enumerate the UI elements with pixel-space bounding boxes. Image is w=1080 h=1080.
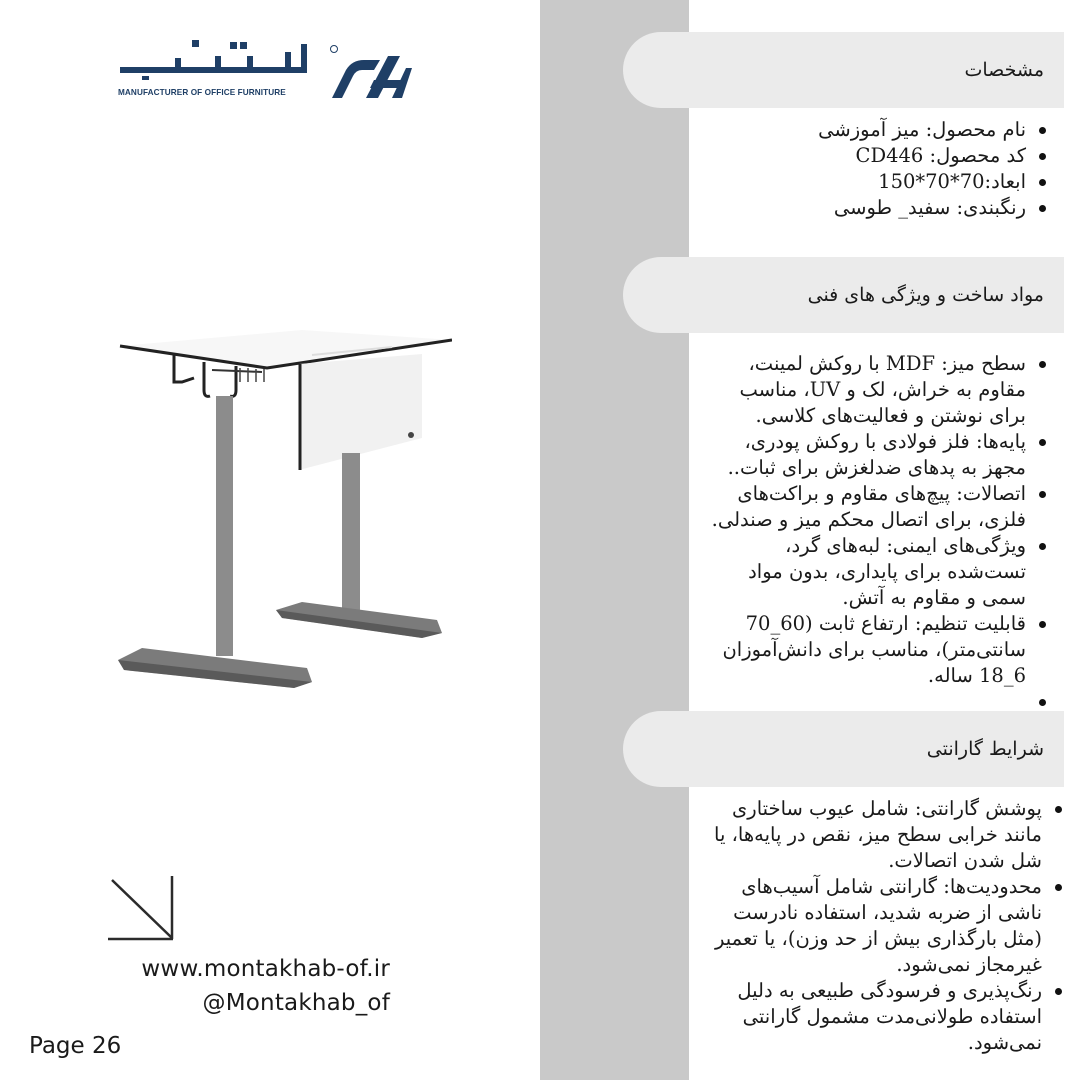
specs-list <box>748 117 1048 221</box>
list-item: ویژگی‌های ایمنی: لبه‌های گرد، تست‌شده برای پایداری، بدون مواد سمی و مقاوم به آتش. <box>703 533 1048 611</box>
warranty-list <box>702 796 1064 1056</box>
list-item: کد محصول: CD446 <box>748 143 1048 169</box>
arrow-down-right-icon <box>106 874 176 942</box>
section-header-materials <box>623 257 1064 333</box>
section-title-warranty: شرایط گارانتی <box>926 738 1044 760</box>
section-header-specs <box>623 32 1064 108</box>
logo-tagline: MANUFACTURER OF OFFICE FURNITURE <box>118 88 286 97</box>
list-item: ابعاد:70*70*150 <box>748 169 1048 195</box>
list-item: سطح میز: MDF با روکش لمینت، مقاوم به خراش، لک و UV، مناسب برای نوشتن و فعالیت‌های کلاسی. <box>703 351 1048 429</box>
logo-wordmark-icon <box>118 40 308 80</box>
social-handle-link[interactable]: @Montakhab_of <box>202 990 390 1016</box>
website-link[interactable]: www.montakhab-of.ir <box>141 956 390 982</box>
materials-list <box>703 351 1048 715</box>
list-item: اتصالات: پیچ‌های مقاوم و براکت‌های فلزی، برای اتصال محکم میز و صندلی. <box>703 481 1048 533</box>
logo-mark-icon <box>320 44 412 98</box>
section-title-specs: مشخصات <box>964 59 1044 81</box>
decorative-gray-strip <box>540 0 689 1080</box>
page-number: Page 26 <box>29 1033 122 1059</box>
list-item: محدودیت‌ها: گارانتی شامل آسیب‌های ناشی از ضربه شدید، استفاده نادرست (مثل بارگذاری بیش از حد وزن)، یا تعمیر غیرمجاز نمی‌شود. <box>702 874 1064 978</box>
list-item: پوشش گارانتی: شامل عیوب ساختاری مانند خرابی سطح میز، نقص در پایه‌ها، یا شل شدن اتصالات. <box>702 796 1064 874</box>
list-item: نام محصول: میز آموزشی <box>748 117 1048 143</box>
list-item: قابلیت تنظیم: ارتفاع ثابت (60_70 سانتی‌متر)، مناسب برای دانش‌آموزان 6_18 ساله. <box>703 611 1048 689</box>
section-header-warranty <box>623 711 1064 787</box>
section-title-materials: مواد ساخت و ویژگی های فنی <box>807 284 1044 306</box>
list-item: رنگ‌پذیری و فرسودگی طبیعی به دلیل استفاده طولانی‌مدت مشمول گارانتی نمی‌شود. <box>702 978 1064 1056</box>
brand-logo <box>118 40 410 102</box>
list-item: پایه‌ها: فلز فولادی با روکش پودری، مجهز به پدهای ضدلغزش برای ثبات.. <box>703 429 1048 481</box>
desk-image <box>112 320 452 690</box>
list-item: رنگبندی: سفید_ طوسی <box>748 195 1048 221</box>
